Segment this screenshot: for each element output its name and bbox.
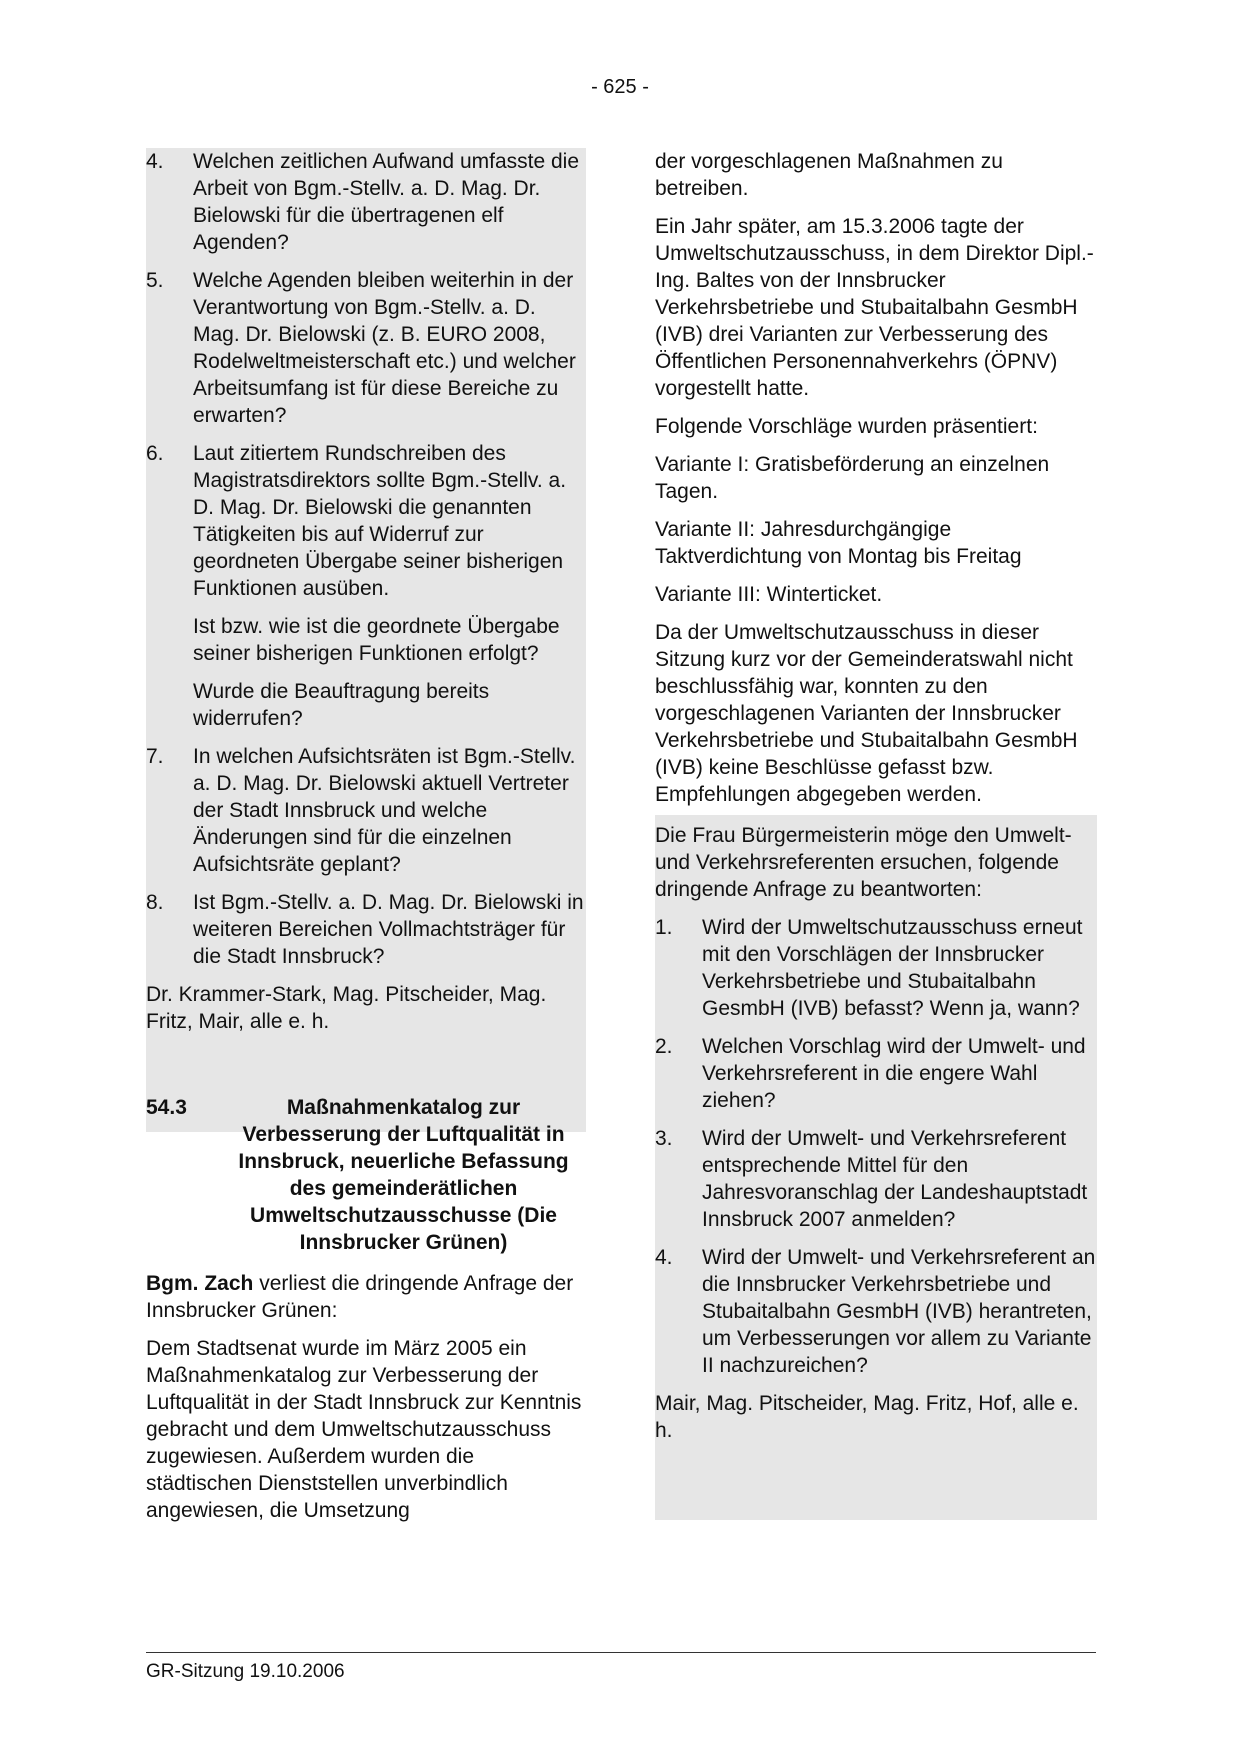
section-heading xyxy=(146,1094,586,1256)
list-item xyxy=(655,914,1097,1022)
item-text: Welchen zeitlichen Aufwand umfasste die Arbeit von Bgm.-Stellv. a. D. Mag. Dr. Bielowski für die übertragenen elf Agenden? xyxy=(193,150,579,254)
list-item xyxy=(655,1125,1097,1233)
intro-text: verliest die dringende Anfrage der Innsbrucker Grünen: xyxy=(146,1272,574,1322)
list-item xyxy=(655,1033,1097,1114)
item-number: 7. xyxy=(146,745,164,768)
item-text: Wird der Umweltschutzausschuss erneut mit den Vorschlägen der Innsbrucker Verkehrsbetriebe und Stubaitalbahn GesmbH (IVB) befasst? Wenn ja, wann? xyxy=(702,916,1083,1020)
body-paragraph: Variante III: Winterticket. xyxy=(655,583,883,606)
list-item xyxy=(146,743,586,878)
left-question-list xyxy=(146,148,586,970)
body-paragraph: der vorgeschlagenen Maßnahmen zu betreiben. xyxy=(655,150,1003,200)
item-text: Ist Bgm.-Stellv. a. D. Mag. Dr. Bielowski in weiteren Bereichen Vollmachtsträger für die Stadt Innsbruck? xyxy=(193,891,584,968)
signatures: Dr. Krammer-Stark, Mag. Pitscheider, Mag. Fritz, Mair, alle e. h. xyxy=(146,983,547,1033)
item-text: Wird der Umwelt- und Verkehrsreferent entsprechende Mittel für den Jahresvoranschlag der Landeshauptstadt Innsbruck 2007 anmelden? xyxy=(702,1127,1088,1231)
body-paragraph: Da der Umweltschutzausschuss in dieser Sitzung kurz vor der Gemeinderatswahl nicht beschlussfähig war, konnten zu den vorgeschlagenen Varianten der Innsbrucker Verkehrsbetriebe und Stubaitalbahn GesmbH (IVB) keine Beschlüsse gefasst bzw. Empfehlungen abgegeben werden. xyxy=(655,621,1078,806)
list-item xyxy=(655,1244,1097,1379)
item-text: In welchen Aufsichtsräten ist Bgm.-Stellv. a. D. Mag. Dr. Bielowski aktuell Vertreter der Stadt Innsbruck und welche Änderungen sind für die einzelnen Aufsichtsräte geplant? xyxy=(193,745,576,876)
item-number: 4. xyxy=(655,1246,673,1269)
list-item xyxy=(146,148,586,256)
left-column xyxy=(146,148,586,1535)
speaker-name: Bgm. Zach xyxy=(146,1272,254,1295)
footer-rule xyxy=(146,1652,1096,1653)
list-item xyxy=(146,267,586,429)
item-text: Wird der Umwelt- und Verkehrsreferent an die Innsbrucker Verkehrsbetriebe und Stubaitalbahn GesmbH (IVB) herantreten, um Verbesserungen vor allem zu Variante II nachzureichen? xyxy=(702,1246,1096,1377)
request-intro: Die Frau Bürgermeisterin möge den Umwelt- und Verkehrsreferenten ersuchen, folgende dringende Anfrage zu beantworten: xyxy=(655,824,1072,901)
body-paragraph: Variante I: Gratisbeförderung an einzelnen Tagen. xyxy=(655,453,1050,503)
body-paragraph: Variante II: Jahresdurchgängige Taktverdichtung von Montag bis Freitag xyxy=(655,518,1022,568)
item-text: Welchen Vorschlag wird der Umwelt- und Verkehrsreferent in die engere Wahl ziehen? xyxy=(702,1035,1086,1112)
item-number: 2. xyxy=(655,1035,673,1058)
body-paragraph: Ein Jahr später, am 15.3.2006 tagte der Umweltschutzausschuss, in dem Direktor Dipl.-Ing. Baltes von der Innsbrucker Verkehrsbetriebe und Stubaitalbahn GesmbH (IVB) drei Varianten zur Verbesserung des Öffentlichen Personennahverkehrs (ÖPNV) vorgestellt hatte. xyxy=(655,215,1094,400)
right-column xyxy=(655,148,1097,1455)
item-number: 4. xyxy=(146,150,164,173)
list-item xyxy=(146,440,586,732)
section-title: Maßnahmenkatalog zur Verbesserung der Luftqualität in Innsbruck, neuerliche Befassung des gemeinderätlichen Umweltschutzausschusse (Die Innsbrucker Grünen) xyxy=(238,1096,569,1254)
right-question-list xyxy=(655,914,1097,1379)
signatures: Mair, Mag. Pitscheider, Mag. Fritz, Hof, alle e. h. xyxy=(655,1392,1079,1442)
body-paragraph: Folgende Vorschläge wurden präsentiert: xyxy=(655,415,1038,438)
item-number: 1. xyxy=(655,916,673,939)
item-text: Laut zitiertem Rundschreiben des Magistratsdirektors sollte Bgm.-Stellv. a. D. Mag. Dr. Bielowski die genannten Tätigkeiten bis auf Widerruf zur geordneten Übergabe seiner bisherigen Funktionen ausüben. xyxy=(193,442,567,600)
footer-text: GR-Sitzung 19.10.2006 xyxy=(146,1661,345,1682)
list-item xyxy=(146,889,586,970)
item-text: Wurde die Beauftragung bereits widerrufen? xyxy=(193,680,490,730)
item-text: Welche Agenden bleiben weiterhin in der Verantwortung von Bgm.-Stellv. a. D. Mag. Dr. Bielowski (z. B. EURO 2008, Rodelweltmeisterschaft etc.) und welcher Arbeitsumfang ist für diese Bereiche zu erwarten? xyxy=(193,269,576,427)
section-number: 54.3 xyxy=(146,1096,187,1119)
item-number: 5. xyxy=(146,269,164,292)
item-number: 8. xyxy=(146,891,164,914)
page-number: - 625 - xyxy=(591,76,649,98)
item-number: 6. xyxy=(146,442,164,465)
body-paragraph: Dem Stadtsenat wurde im März 2005 ein Maßnahmenkatalog zur Verbesserung der Luftqualität in der Stadt Innsbruck zur Kenntnis gebracht und dem Umweltschutzausschuss zugewiesen. Außerdem wurden die städtischen Dienststellen unverbindlich angewiesen, die Umsetzung xyxy=(146,1337,582,1522)
item-text: Ist bzw. wie ist die geordnete Übergabe seiner bisherigen Funktionen erfolgt? xyxy=(193,615,560,665)
intro-paragraph xyxy=(146,1270,586,1324)
item-number: 3. xyxy=(655,1127,673,1150)
